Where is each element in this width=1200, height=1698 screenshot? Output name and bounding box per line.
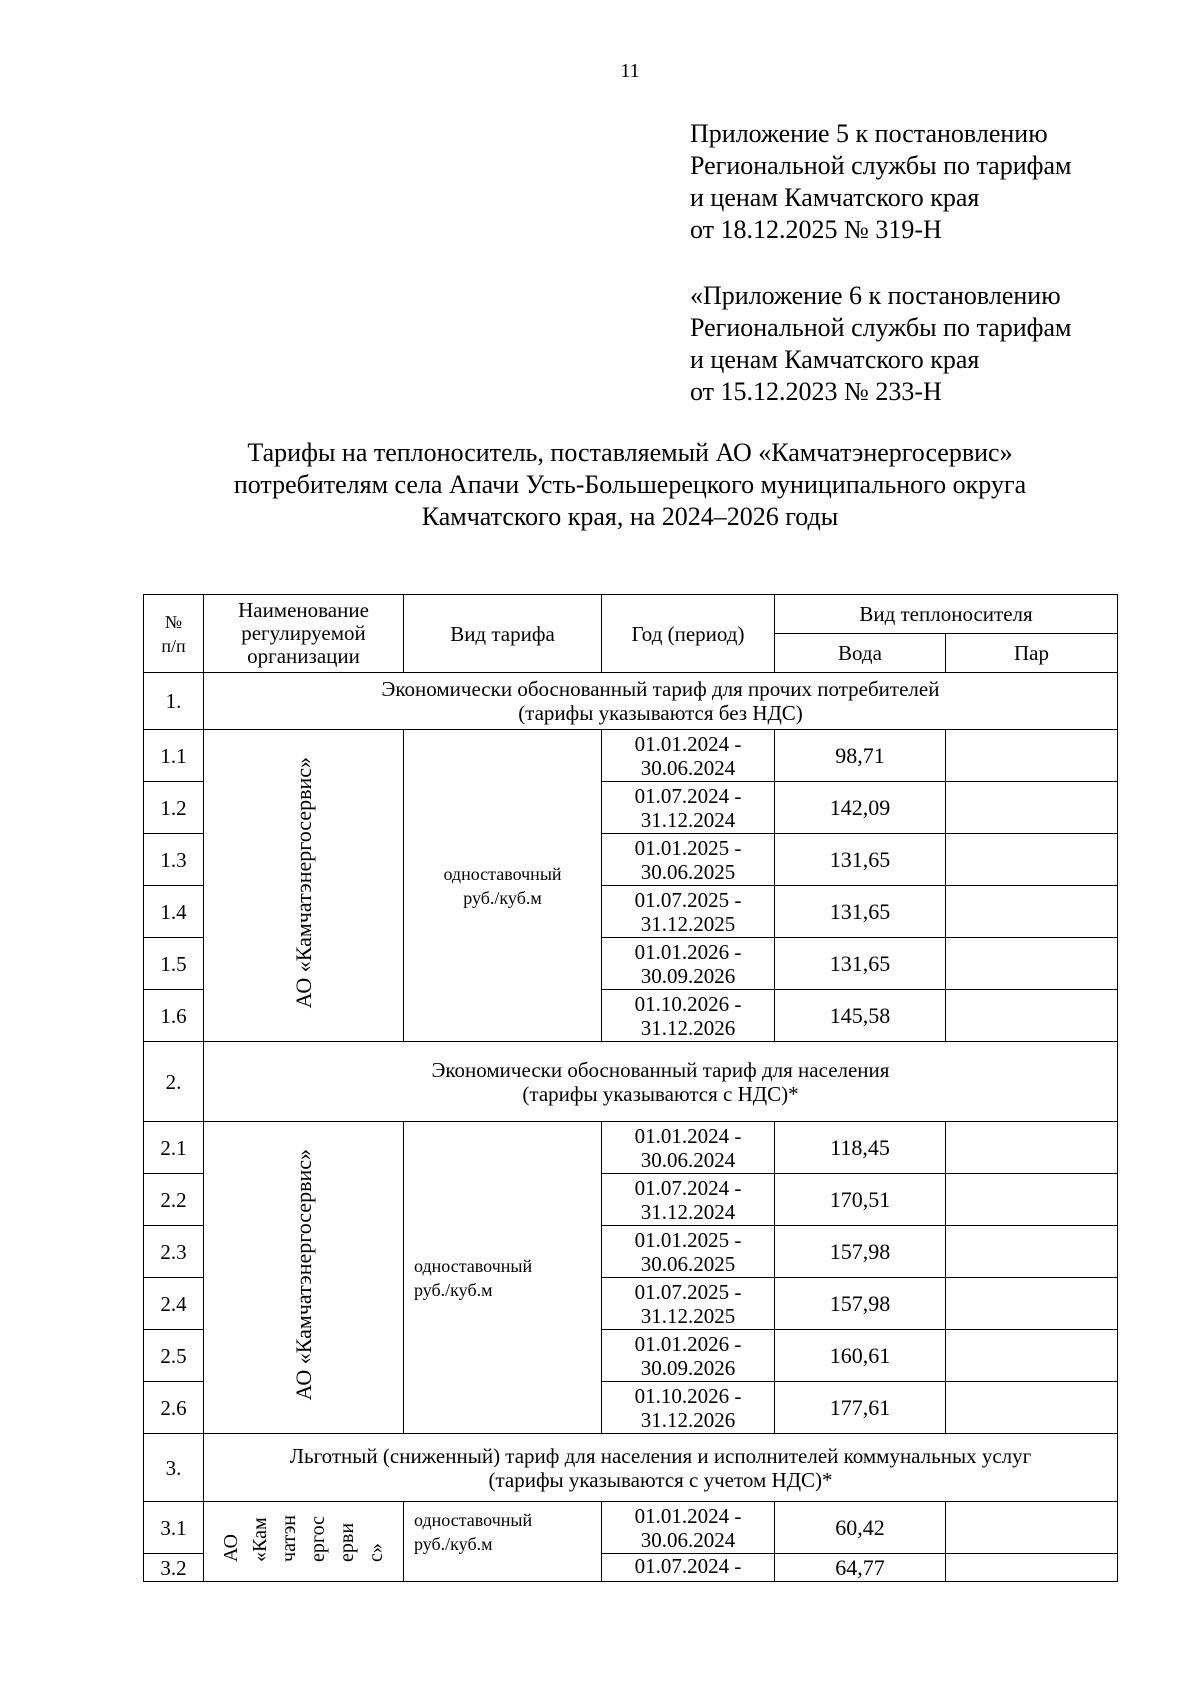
steam-tariff — [946, 1502, 1118, 1554]
organization-name: АО «Кам чатэн ергос ерви с» — [219, 1515, 387, 1562]
steam-tariff — [946, 938, 1118, 990]
steam-tariff — [946, 990, 1118, 1042]
header-water: Вода — [775, 634, 946, 673]
row-number: 1.1 — [144, 730, 204, 782]
water-tariff: 131,65 — [775, 938, 946, 990]
period-cell: 01.01.2024 - 30.06.2024 — [602, 1122, 775, 1174]
row-number: 2.4 — [144, 1278, 204, 1330]
organization-cell — [204, 1502, 404, 1582]
document-title: Тарифы на теплоноситель, поставляемый АО «Камчатэнергосервис» потребителям села Апачи Усть-Большерецкого муниципального округа Камчатского края, на 2024–2026 годы — [233, 438, 1027, 531]
period-cell: 01.10.2026 - 31.12.2026 — [602, 990, 775, 1042]
period-cell: 01.01.2024 - 30.06.2024 — [602, 730, 775, 782]
period-cell: 01.01.2025 - 30.06.2025 — [602, 1226, 775, 1278]
period-cell: 01.01.2026 - 30.09.2026 — [602, 1330, 775, 1382]
row-number: 1.3 — [144, 834, 204, 886]
period-cell: 01.10.2026 - 31.12.2026 — [602, 1382, 775, 1434]
row-number: 2.1 — [144, 1122, 204, 1174]
section-title: Экономически обоснованный тариф для населения (тарифы указываются с НДС)* — [204, 1042, 1118, 1122]
section-title: Льготный (сниженный) тариф для населения и исполнителей коммунальных услуг (тарифы указываются с учетом НДС)* — [204, 1434, 1118, 1502]
row-number: 2.2 — [144, 1174, 204, 1226]
header-steam: Пар — [946, 634, 1118, 673]
tariff-type-cell: одноставочный руб./куб.м — [404, 1502, 602, 1582]
tariff-table — [143, 594, 1118, 1582]
page-number: 11 — [620, 60, 640, 82]
header-org: Наименование регулируемой организации — [204, 595, 404, 673]
steam-tariff — [946, 1330, 1118, 1382]
section-number: 2. — [144, 1042, 204, 1122]
period-cell: 01.01.2024 - 30.06.2024 — [602, 1502, 775, 1554]
water-tariff: 160,61 — [775, 1330, 946, 1382]
period-cell: 01.07.2024 - 31.12.2024 — [602, 1174, 775, 1226]
row-number: 1.5 — [144, 938, 204, 990]
period-cell: 01.07.2025 - 31.12.2025 — [602, 886, 775, 938]
row-number: 1.2 — [144, 782, 204, 834]
steam-tariff — [946, 730, 1118, 782]
steam-tariff — [946, 1382, 1118, 1434]
water-tariff: 118,45 — [775, 1122, 946, 1174]
water-tariff: 98,71 — [775, 730, 946, 782]
header-num: № п/п — [144, 595, 204, 673]
header-carrier: Вид теплоносителя — [775, 595, 1118, 634]
period-cell: 01.01.2026 - 30.09.2026 — [602, 938, 775, 990]
organization-cell — [204, 730, 404, 1042]
water-tariff: 177,61 — [775, 1382, 946, 1434]
appendix-6-heading: «Приложение 6 к постановлению Региональной службы по тарифам и ценам Камчатского края от 15.12.2023 № 233-Н — [690, 281, 1072, 406]
water-tariff: 131,65 — [775, 834, 946, 886]
header-period: Год (период) — [602, 595, 775, 673]
row-number: 1.6 — [144, 990, 204, 1042]
water-tariff: 64,77 — [775, 1554, 946, 1582]
steam-tariff — [946, 886, 1118, 938]
period-cell: 01.07.2024 - — [602, 1554, 775, 1582]
period-cell: 01.07.2025 - 31.12.2025 — [602, 1278, 775, 1330]
period-cell: 01.01.2025 - 30.06.2025 — [602, 834, 775, 886]
row-number: 2.5 — [144, 1330, 204, 1382]
organization-cell — [204, 1122, 404, 1434]
row-number: 3.1 — [144, 1502, 204, 1554]
water-tariff: 60,42 — [775, 1502, 946, 1554]
section-number: 1. — [144, 673, 204, 730]
water-tariff: 131,65 — [775, 886, 946, 938]
water-tariff: 145,58 — [775, 990, 946, 1042]
row-number: 3.2 — [144, 1554, 204, 1582]
water-tariff: 142,09 — [775, 782, 946, 834]
row-number: 2.6 — [144, 1382, 204, 1434]
water-tariff: 157,98 — [775, 1226, 946, 1278]
steam-tariff — [946, 1226, 1118, 1278]
section-title: Экономически обоснованный тариф для прочих потребителей (тарифы указываются без НДС) — [204, 673, 1118, 730]
steam-tariff — [946, 1122, 1118, 1174]
appendix-5-heading: Приложение 5 к постановлению Региональной службы по тарифам и ценам Камчатского края от 18.12.2025 № 319-Н — [690, 119, 1072, 244]
organization-name: АО «Камчатэнергосервис» — [290, 1149, 316, 1401]
period-cell: 01.07.2024 - 31.12.2024 — [602, 782, 775, 834]
section-number: 3. — [144, 1434, 204, 1502]
tariff-type-cell: одноставочный руб./куб.м — [404, 1122, 602, 1434]
row-number: 2.3 — [144, 1226, 204, 1278]
steam-tariff — [946, 1554, 1118, 1582]
water-tariff: 170,51 — [775, 1174, 946, 1226]
steam-tariff — [946, 1278, 1118, 1330]
steam-tariff — [946, 782, 1118, 834]
tariff-type-cell: одноставочный руб./куб.м — [404, 730, 602, 1042]
organization-name: АО «Камчатэнергосервис» — [290, 757, 316, 1009]
steam-tariff — [946, 834, 1118, 886]
steam-tariff — [946, 1174, 1118, 1226]
water-tariff: 157,98 — [775, 1278, 946, 1330]
row-number: 1.4 — [144, 886, 204, 938]
header-tariff-type: Вид тарифа — [404, 595, 602, 673]
